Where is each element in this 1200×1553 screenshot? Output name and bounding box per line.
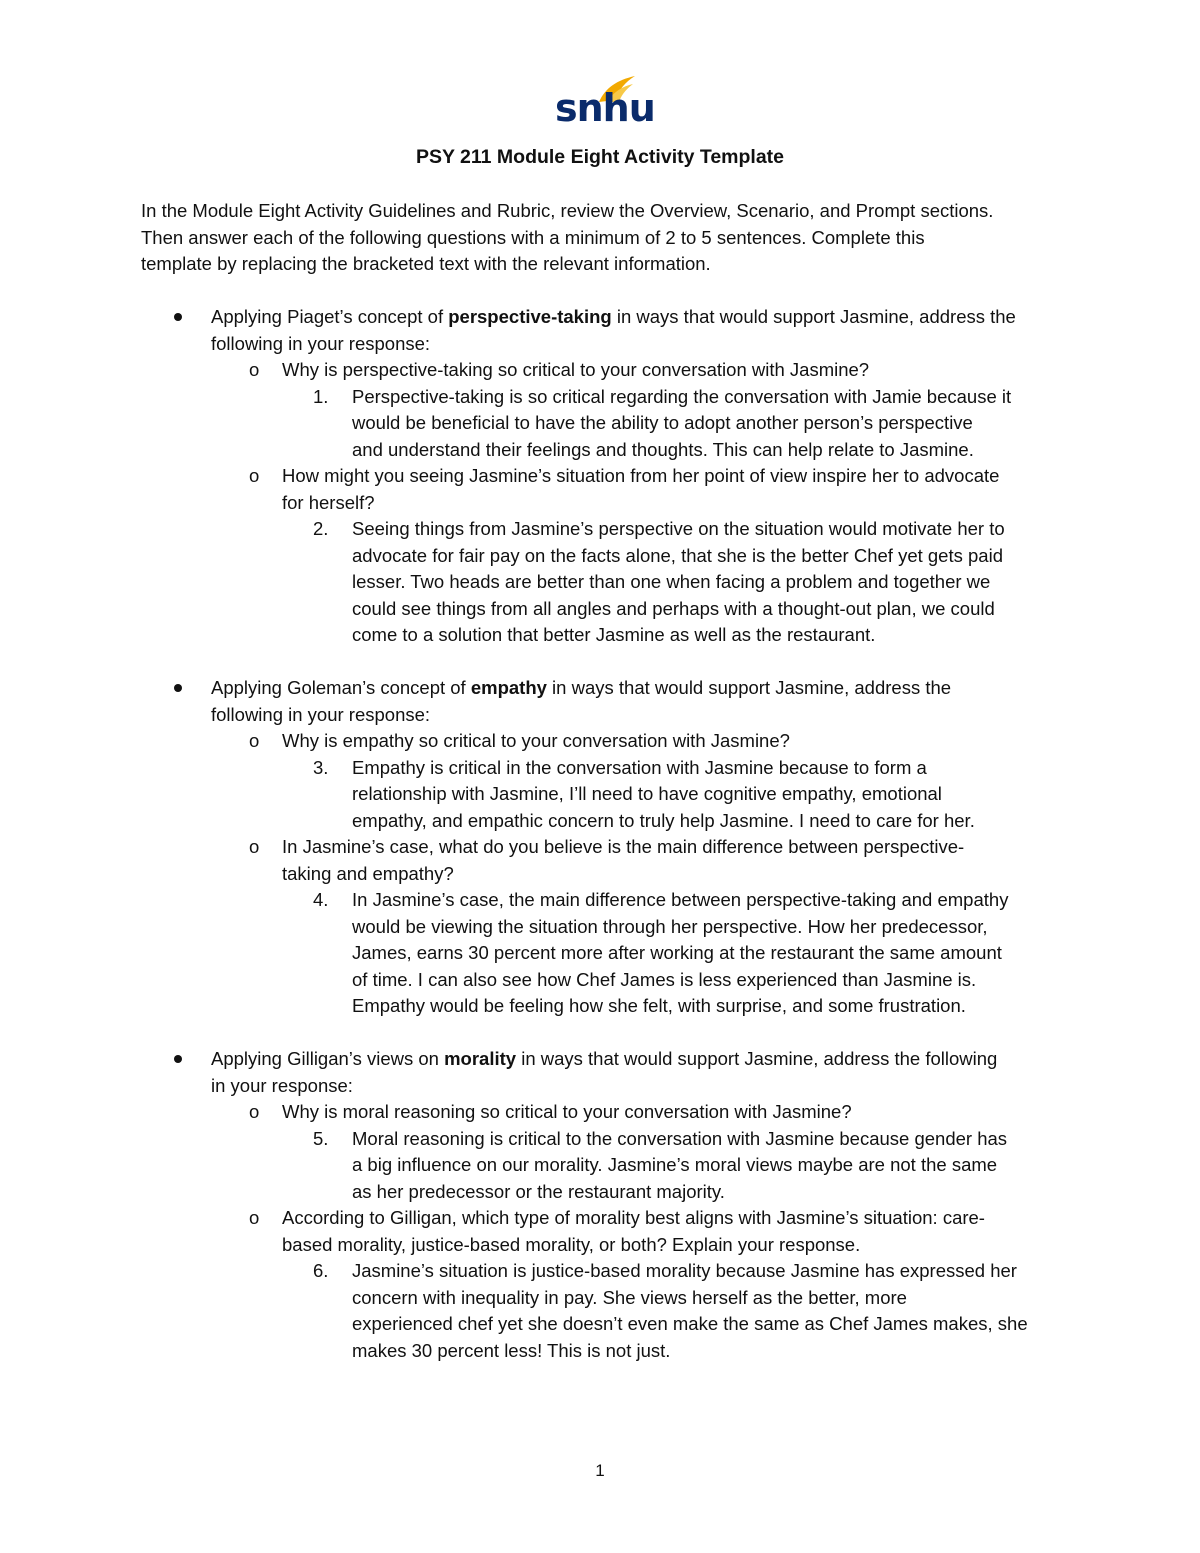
answer-line: Jasmine’s situation is justice-based morality because Jasmine has expressed her xyxy=(352,1260,1017,1281)
question-line: According to Gilligan, which type of morality best aligns with Jasmine’s situation: care- xyxy=(282,1207,985,1228)
sub-bullet-marker: o xyxy=(249,465,260,486)
bullet-line: following in your response: xyxy=(211,332,431,354)
answer-line: In Jasmine’s case, the main difference between perspective-taking and empathy xyxy=(352,889,1009,910)
answer-line: makes 30 percent less! This is not just. xyxy=(352,1339,671,1361)
answer-line: would be beneficial to have the ability to adopt another person’s perspective xyxy=(352,412,973,433)
answer-line: Empathy is critical in the conversation with Jasmine because to form a xyxy=(352,756,927,778)
intro-line: template by replacing the bracketed text with the relevant information. xyxy=(141,253,711,274)
question-item xyxy=(141,1205,1071,1258)
bullet-icon xyxy=(174,1055,182,1063)
question-line: Why is moral reasoning so critical to your conversation with Jasmine? xyxy=(282,1101,852,1122)
answer-line: concern with inequality in pay. She views herself as the better, more xyxy=(352,1286,907,1308)
bullet-line: Applying Piaget’s concept of perspective-taking in ways that would support Jasmine, address the xyxy=(211,306,1016,327)
bullet-icon xyxy=(174,313,182,321)
section-empathy xyxy=(141,675,1071,1020)
sub-bullet-marker: o xyxy=(249,730,260,751)
snhu-logo xyxy=(555,74,655,132)
intro-line: In the Module Eight Activity Guidelines and Rubric, review the Overview, Scenario, and Prompt sections. xyxy=(141,200,994,221)
answer-number: 5. xyxy=(313,1127,329,1149)
answer-line: Perspective-taking is so critical regarding the conversation with Jamie because it xyxy=(352,385,1012,407)
answer-line: experienced chef yet she doesn’t even make the same as Chef James makes, she xyxy=(352,1313,1028,1334)
answer-line: and understand their feelings and thoughts. This can help relate to Jasmine. xyxy=(352,438,974,460)
answer-line: advocate for fair pay on the facts alone, that she is the better Chef yet gets paid xyxy=(352,544,1003,566)
answer-line: would be viewing the situation through her perspective. How her predecessor, xyxy=(352,915,988,937)
answer-number: 3. xyxy=(313,756,329,778)
section-morality xyxy=(141,1046,1071,1364)
answer-line: Empathy would be feeling how she felt, with surprise, and some frustration. xyxy=(352,995,966,1016)
section-perspective-taking xyxy=(141,304,1071,649)
page-title: PSY 211 Module Eight Activity Template xyxy=(415,146,785,168)
bullet-item xyxy=(141,1046,1071,1099)
bullet-icon xyxy=(174,684,182,692)
answer-item xyxy=(141,1126,1071,1206)
question-item xyxy=(141,728,1071,755)
bullet-line: following in your response: xyxy=(211,703,431,725)
question-item xyxy=(141,463,1071,516)
answer-line: a big influence on our morality. Jasmine’s moral views maybe are not the same xyxy=(352,1154,998,1175)
answer-number: 4. xyxy=(313,889,329,910)
answer-number: 6. xyxy=(313,1260,329,1281)
answer-line: relationship with Jasmine, I’ll need to have cognitive empathy, emotional xyxy=(352,783,942,804)
answer-line: Moral reasoning is critical to the conversation with Jasmine because gender has xyxy=(352,1127,1008,1149)
answer-item xyxy=(141,516,1071,649)
bullet-line: Applying Gilligan’s views on morality in ways that would support Jasmine, address the following xyxy=(211,1048,998,1069)
bullet-item xyxy=(141,304,1071,357)
answer-item xyxy=(141,755,1071,835)
question-line: based morality, justice-based morality, or both? Explain your response. xyxy=(282,1233,861,1255)
answer-item xyxy=(141,384,1071,464)
page-number: 1 xyxy=(595,1461,605,1480)
answer-line: empathy, and empathic concern to truly help Jasmine. I need to care for her. xyxy=(352,809,975,831)
answer-line: Seeing things from Jasmine’s perspective on the situation would motivate her to xyxy=(352,518,1005,539)
question-item xyxy=(141,834,1071,887)
sub-bullet-marker: o xyxy=(249,836,260,857)
intro-paragraph xyxy=(141,198,1061,278)
question-line: In Jasmine’s case, what do you believe is the main difference between perspective- xyxy=(282,836,965,857)
answer-line: of time. I can also see how Chef James is less experienced than Jasmine is. xyxy=(352,968,977,990)
bullet-line: Applying Goleman’s concept of empathy in ways that would support Jasmine, address the xyxy=(211,677,952,698)
sub-bullet-marker: o xyxy=(249,1207,260,1228)
answer-item xyxy=(141,1258,1071,1364)
question-line: Why is empathy so critical to your conversation with Jasmine? xyxy=(282,730,790,751)
bold-concept: perspective-taking xyxy=(448,306,612,327)
bold-concept: morality xyxy=(444,1048,517,1069)
answer-number: 1. xyxy=(313,385,329,407)
bullet-line: in your response: xyxy=(211,1074,353,1096)
answer-item xyxy=(141,887,1071,1020)
answer-line: come to a solution that better Jasmine as well as the restaurant. xyxy=(352,624,876,645)
question-line: for herself? xyxy=(282,491,375,513)
answer-line: as her predecessor or the restaurant majority. xyxy=(352,1180,725,1202)
logo-text: snhu xyxy=(555,86,655,130)
question-item xyxy=(141,357,1071,384)
sub-bullet-marker: o xyxy=(249,1101,260,1122)
answer-number: 2. xyxy=(313,518,329,539)
bullet-item xyxy=(141,675,1071,728)
sub-bullet-marker: o xyxy=(249,359,260,380)
question-line: How might you seeing Jasmine’s situation from her point of view inspire her to advocate xyxy=(282,465,1000,486)
answer-line: James, earns 30 percent more after working at the restaurant the same amount xyxy=(352,942,1002,963)
answer-line: could see things from all angles and perhaps with a thought-out plan, we could xyxy=(352,597,995,619)
question-line: taking and empathy? xyxy=(282,862,454,884)
bold-concept: empathy xyxy=(470,677,547,698)
question-item xyxy=(141,1099,1071,1126)
answer-line: lesser. Two heads are better than one when facing a problem and together we xyxy=(352,571,991,592)
intro-line: Then answer each of the following questions with a minimum of 2 to 5 sentences. Complete this xyxy=(141,226,925,248)
question-line: Why is perspective-taking so critical to your conversation with Jasmine? xyxy=(282,359,870,380)
